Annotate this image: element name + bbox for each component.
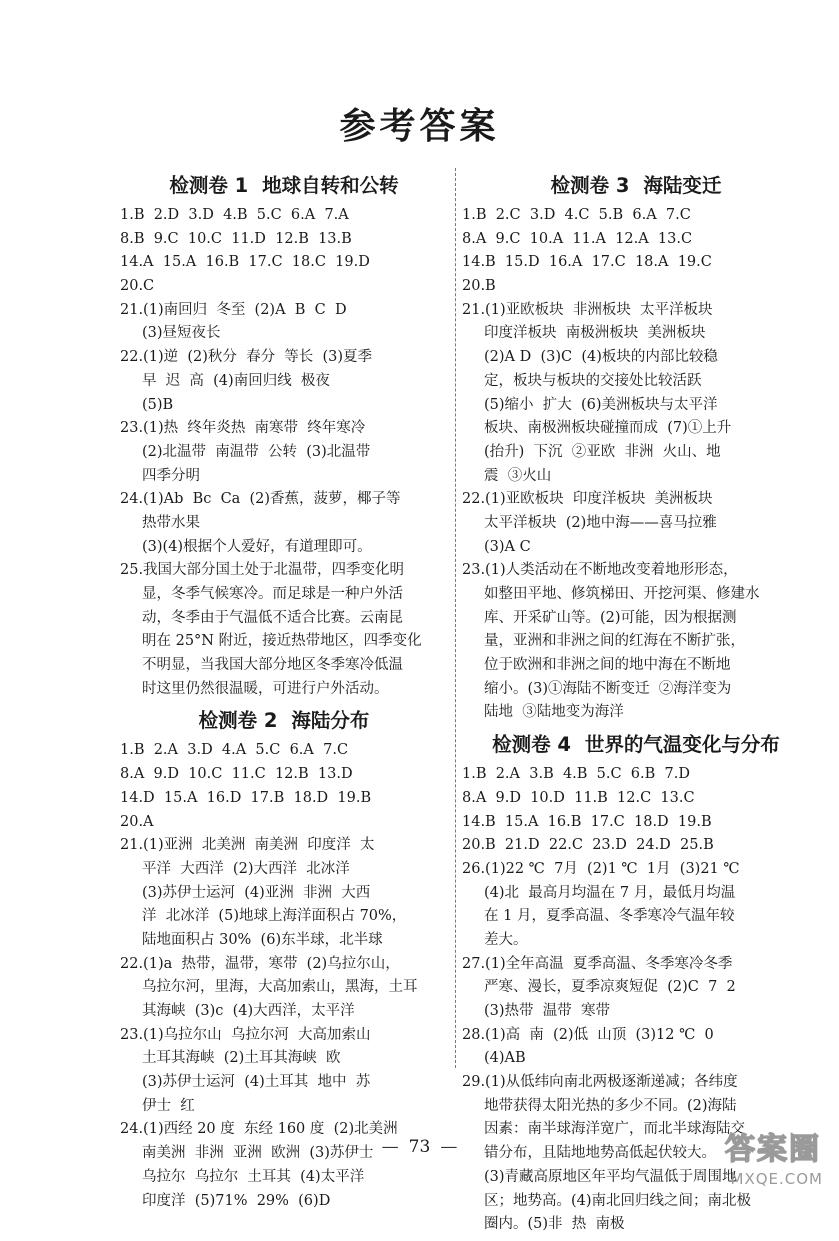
answer-line: 14.A 15.A 16.B 17.C 18.C 19.D [120,254,370,271]
answer-line: 印度洋 (5)71% 29% (6)D [142,1192,331,1209]
answer-line: 28.(1)高 南 (2)低 山顶 (3)12 ℃ 0 [462,1026,714,1043]
section-title [462,170,810,202]
answer-line: 显，冬季气候寒冷。而足球是一种户外活 [142,586,403,602]
answer-line: 太平洋板块 (2)地中海——喜马拉雅 [484,514,717,531]
answer-line: (3)苏伊士运河 (4)亚洲 非洲 大西 [142,884,371,901]
answer-line: 24.(1)西经 20 度 东经 160 度 (2)北美洲 [120,1121,398,1138]
watermark-logo [679,1122,829,1192]
answer-line: 8.A 9.D 10.D 11.B 12.C 13.C [462,789,695,806]
answer-line: 乌拉尔河，里海，大高加索山，黑海，土耳 [142,979,418,996]
answer-line: 8.A 9.D 10.C 11.C 12.B 13.D [120,766,353,783]
answer-line: (3)昼短夜长 [142,325,221,342]
answer-line: 24.(1)Ab Bc Ca (2)香蕉，菠萝，椰子等 [120,491,401,508]
answer-line: (3)热带 温带 寒带 [484,1003,610,1019]
footer-dash-left: — [381,1137,399,1157]
answer-line: 乌拉尔 乌拉尔 土耳其 (4)太平洋 [142,1168,365,1185]
answer-line: 27.(1)全年高温 夏季高温、冬季寒冷冬季 [462,955,733,972]
answer-section [462,170,810,725]
answer-line: 板块、南极洲板块碰撞而成 (7)①上升 [484,420,732,437]
answer-line: 洋 北冰洋 (5)地球上海洋面积占 70%， [142,908,407,925]
section-name: 地球自转和公转 [262,174,399,197]
answer-line: 震 ③火山 [484,467,552,484]
answer-line: 1.B 2.C 3.D 4.C 5.B 6.A 7.C [462,207,691,223]
left-column [120,170,448,1217]
answer-line: 如整田平地、修筑梯田、开挖河渠、修建水 [484,586,760,602]
watermark-site: MXQE.COM [730,1170,823,1188]
answer-line: 严寒、漫长，夏季凉爽短促 (2)C 7 2 [484,979,736,996]
answer-line: 20.B [462,278,496,295]
answer-line: 定，板块与板块的交接处比较活跃 [484,372,702,389]
page-number: 73 [408,1137,431,1157]
answer-line: 14.B 15.D 16.A 17.C 18.A 19.C [462,254,712,271]
answer-line: 平洋 大西洋 (2)大西洋 北冰洋 [142,860,350,877]
answer-line: (3)A C [484,538,531,555]
answer-line: (3)苏伊士运河 (4)土耳其 地中 苏 [142,1074,371,1091]
answer-line: 29.(1)从低纬向南北两极逐渐递减；各纬度 [462,1074,738,1091]
answer-line: 动，冬季由于气温低不适合比赛。云南昆 [142,609,403,626]
section-label: 检测卷 3 [550,174,630,197]
answer-line: 1.B 2.A 3.D 4.A 5.C 6.A 7.C [120,742,349,759]
answer-line: 圈内。(5)非 热 南极 [484,1216,625,1233]
answer-line: 地带获得太阳光热的多少不同。(2)海陆 [484,1097,737,1114]
answer-line: 23.(1)乌拉尔山 乌拉尔河 大高加索山 [120,1026,371,1043]
answer-line: 土耳其海峡 (2)土耳其海峡 欧 [142,1050,341,1067]
answer-line: 热带水果 [142,514,200,531]
section-name: 世界的气温变化与分布 [584,733,780,757]
answer-line: 其海峡 (3)c (4)大西洋，太平洋 [142,1003,355,1019]
answer-line: 陆地 ③陆地变为海洋 [484,704,624,721]
answer-line: 库、开采矿山等。(2)可能，因为根据测 [484,609,737,626]
answer-line: 20.A [120,813,154,830]
answer-line: (4)AB [484,1050,526,1067]
answer-line: 22.(1)亚欧板块 印度洋板块 美洲板块 [462,491,713,508]
answer-line: 明在 25°N 附近，接近热带地区，四季变化 [142,633,422,650]
answer-line: 22.(1)a 热带，温带，寒带 (2)乌拉尔山， [120,955,400,972]
answer-section [120,170,448,701]
answer-line: (抬升) 下沉 ②亚欧 非洲 火山、地 [484,443,721,460]
answer-line: 14.B 15.A 16.B 17.C 18.D 19.B [462,813,712,830]
section-name: 海陆分布 [291,709,370,733]
answer-line: 四季分明 [142,467,200,484]
answer-line: 8.A 9.C 10.A 11.A 12.A 13.C [462,230,693,247]
right-column [462,170,810,1241]
answer-line: 23.(1)人类活动在不断地改变着地形形态， [462,562,738,579]
answer-line: 错分布，且陆地地势高低起伏较大。 [484,1145,716,1162]
answer-line: 26.(1)22 ℃ 7月 (2)1 ℃ 1月 (3)21 ℃ [462,860,740,877]
answer-line: (5)缩小 扩大 (6)美洲板块与太平洋 [484,396,718,413]
answer-line: 1.B 2.A 3.B 4.B 5.C 6.B 7.D [462,766,690,783]
answer-line: 陆地面积占 30% (6)东半球，北半球 [142,931,383,948]
answer-line: (3)(4)根据个人爱好，有道理即可。 [142,538,372,555]
answer-line: 位于欧洲和非洲之间的地中海在不断地 [484,657,731,674]
answer-line: 8.B 9.C 10.C 11.D 12.B 13.B [120,230,352,247]
answer-line: (2)北温带 南温带 公转 (3)北温带 [142,443,371,460]
answer-line: 因素：南半球海洋宽广，而北半球海陆交 [484,1121,745,1138]
answer-line: 14.D 15.A 16.D 17.B 18.D 19.B [120,789,372,806]
answer-line: 伊士 红 [142,1097,195,1114]
answer-line: (3)青藏高原地区年平均气温低于周围地 [484,1168,737,1185]
watermark-title: 答案圈 [725,1132,821,1167]
answer-line: (4)北 最高月均温在 7 月，最低月均温 [484,884,736,901]
answer-line: 20.C [120,278,155,295]
answer-line: 25.我国大部分国土处于北温带，四季变化明 [120,562,405,579]
answer-line: (2)A D (3)C (4)板块的内部比较稳 [484,349,718,366]
answer-line: 区；地势高。(4)南北回归线之间；南北极 [484,1192,752,1209]
answer-line: 21.(1)亚洲 北美洲 南美洲 印度洋 太 [120,837,375,854]
answer-line: 23.(1)热 终年炎热 南寒带 终年寒冷 [120,420,366,437]
answer-line: 南美洲 非洲 亚洲 欧洲 (3)苏伊士 [142,1145,374,1162]
column-divider [455,168,457,1068]
answer-line: 时这里仍然很温暖，可进行户外活动。 [142,680,389,697]
section-label: 检测卷 2 [198,709,278,733]
answer-line: 20.B 21.D 22.C 23.D 24.D 25.B [462,837,714,854]
answer-line: 量，亚洲和非洲之间的红海在不断扩张， [484,633,745,650]
answer-line: 不明显，当我国大部分地区冬季寒冷低温 [142,657,403,674]
answer-line: 差大。 [484,931,528,948]
section-label: 检测卷 1 [169,174,249,197]
answer-line: 22.(1)逆 (2)秋分 春分 等长 (3)夏季 [120,349,373,366]
footer-dash-right: — [440,1137,458,1157]
answer-line: 印度洋板块 南极洲板块 美洲板块 [484,325,706,342]
section-title [120,170,448,202]
answer-line: 在 1 月，夏季高温、冬季寒冷气温年较 [484,908,735,925]
section-name: 海陆变迁 [643,174,722,197]
answer-line: 早 迟 高 (4)南回归线 极夜 [142,372,330,389]
answer-line: 21.(1)亚欧板块 非洲板块 太平洋板块 [462,301,713,318]
answer-line: (5)B [142,396,174,413]
page-title: 参考答案 [339,106,500,147]
answer-line: 21.(1)南回归 冬至 (2)A B C D [120,301,347,318]
answer-line: 1.B 2.D 3.D 4.B 5.C 6.A 7.A [120,207,349,223]
section-title [120,705,448,737]
answer-line: 缩小。(3)①海陆不断变迁 ②海洋变为 [484,680,732,697]
section-title [462,729,810,761]
section-label: 检测卷 4 [492,733,571,757]
